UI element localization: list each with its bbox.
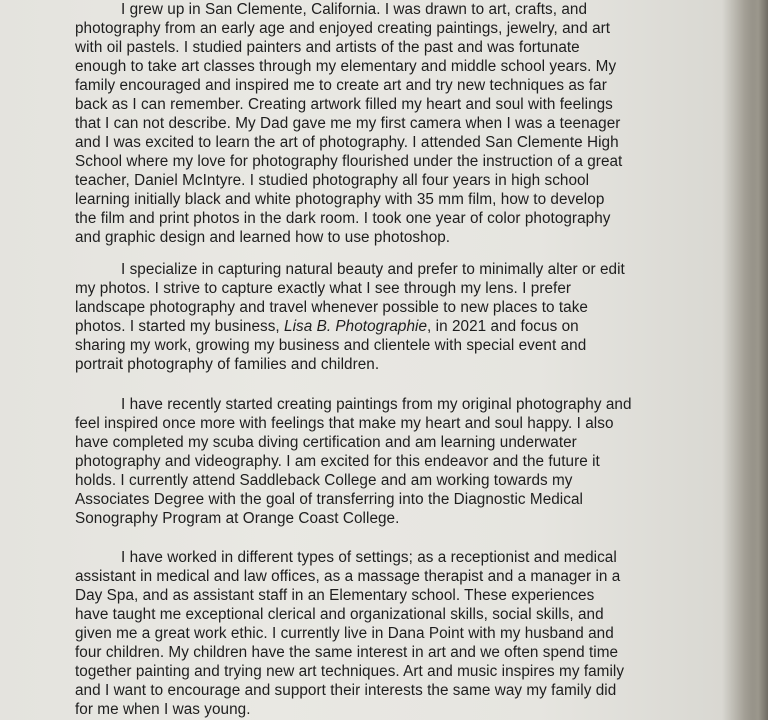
paragraph-text: I grew up in San Clemente, California. I was drawn to art, crafts, and photography from an early age and enjoyed creating paintings, jewelry, and art with oil pastels. I studied painters and artists of the past and was fortunate enough to take art classes through my elementary and middle school years. My family encouraged and inspired me to create art and try new techniques as far back as I can remember. Creating artwork filled my heart and soul with feelings that I can not describe. My Dad gave me my first camera when I was a teenager and I was excited to learn the art of photography. I attended San Clemente High School where my love for photography flourished under the instruction of a great teacher, Daniel McIntyre. I studied photography all four years in high school learning initially black and white photography with 35 mm film, how to develop the film and print photos in the dark room. I took one year of color photography and graphic design and learned how to use photoshop. [75, 1, 623, 246]
paragraph-text-after: , in 2021 and focus on sharing my work, growing my business and clientele with special event and portrait photography of families and children. [75, 318, 587, 373]
paragraph-specialty [75, 260, 665, 374]
paragraph-work-experience [75, 548, 665, 719]
business-name: Lisa B. Photographie [284, 318, 428, 335]
paragraph-text: I have recently started creating paintings from my original photography and feel inspired once more with feelings that make my heart and soul happy. I also have completed my scuba diving certification and am learning underwater photography and videography. I am excited for this endeavor and the future it holds. I currently attend Saddleback College and am working towards my Associates Degree with the goal of transferring into the Diagnostic Medical Sonography Program at Orange Coast College. [75, 396, 632, 527]
paragraph-background [75, 0, 665, 247]
paragraph-text-before: I specialize in capturing natural beauty and prefer to minimally alter or edit my photos. I strive to capture exactly what I see through my lens. I prefer landscape photography and travel whenever possible to new places to take photos. I started my business, [75, 261, 625, 335]
paragraph-text: I have worked in different types of settings; as a receptionist and medical assistant in medical and law offices, as a massage therapist and a manager in a Day Spa, and as assistant staff in an Elementary school. These experiences have taught me exceptional clerical and organizational skills, social skills, and given me a great work ethic. I currently live in Dana Point with my husband and four children. My children have the same interest in art and we often spend time together painting and trying new art techniques. Art and music inspires my family and I want to encourage and support their interests the same way my family did for me when I was young. [75, 549, 625, 718]
paragraph-current-pursuits [75, 395, 665, 528]
page-edge-shadow [750, 0, 768, 720]
